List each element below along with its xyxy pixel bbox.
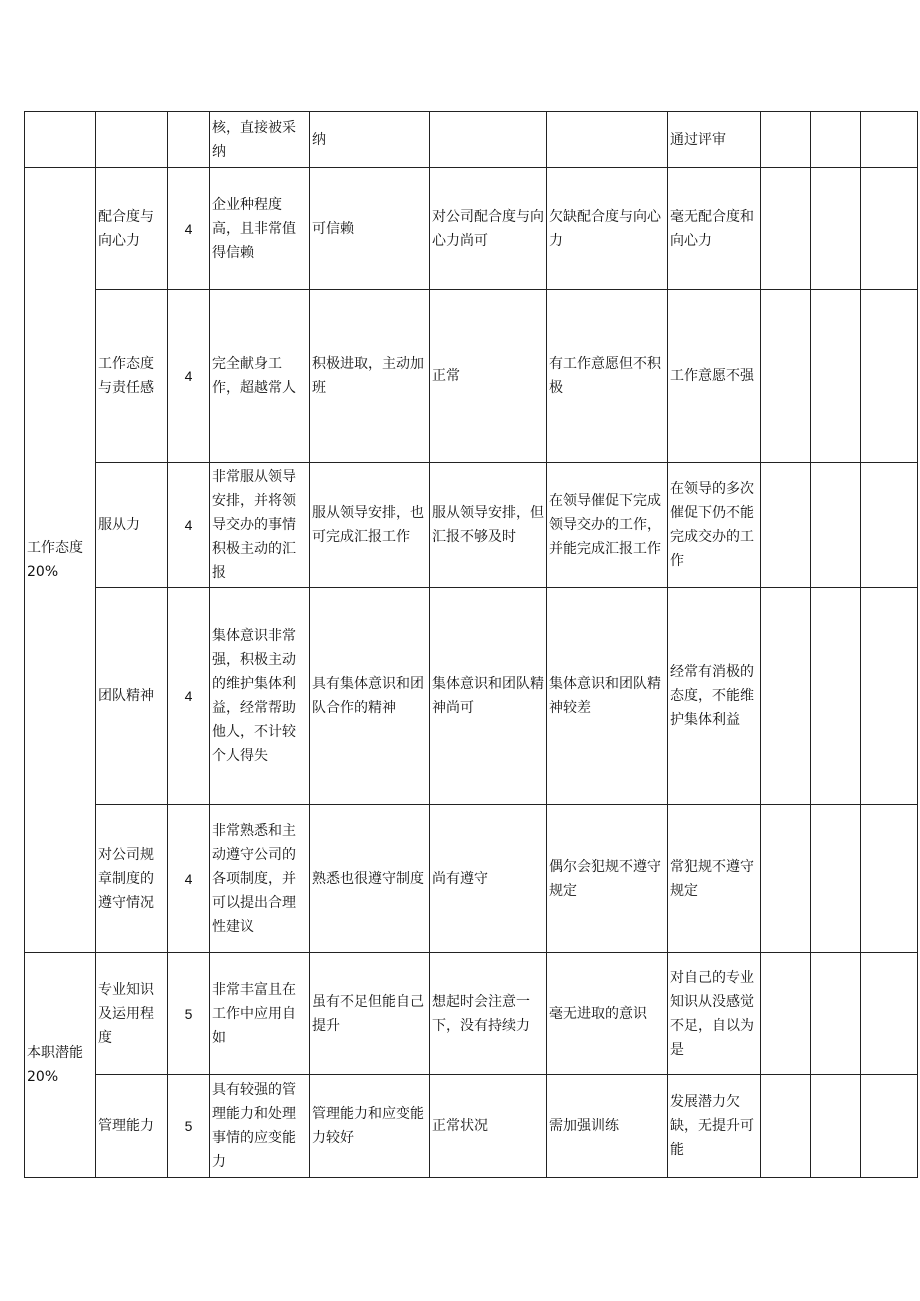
level4-cell: 欠缺配合度与向心力 (547, 168, 668, 290)
table-row (25, 588, 918, 805)
blank-cell (761, 290, 811, 463)
table-row (25, 168, 918, 290)
item-cell: 专业知识及运用程度 (96, 953, 168, 1075)
level3-cell: 正常状况 (430, 1075, 547, 1178)
blank-cell (761, 953, 811, 1075)
score-cell: 5 (168, 1075, 210, 1178)
level2-cell: 积极进取，主动加班 (310, 290, 430, 463)
blank-cell (861, 112, 918, 168)
score-cell: 4 (168, 168, 210, 290)
item-cell: 配合度与向心力 (96, 168, 168, 290)
blank-cell (861, 805, 918, 953)
score-cell: 4 (168, 588, 210, 805)
table-row (25, 805, 918, 953)
level1-cell: 非常熟悉和主动遵守公司的各项制度，并可以提出合理性建议 (210, 805, 310, 953)
level5-cell: 毫无配合度和向心力 (668, 168, 761, 290)
level3-cell: 想起时会注意一下，没有持续力 (430, 953, 547, 1075)
category-cell: 工作态度 20% (25, 168, 96, 953)
table-row (25, 112, 918, 168)
score-cell: 5 (168, 953, 210, 1075)
blank-cell (761, 588, 811, 805)
item-cell (96, 112, 168, 168)
blank-cell (811, 953, 861, 1075)
item-cell: 管理能力 (96, 1075, 168, 1178)
score-cell: 4 (168, 805, 210, 953)
blank-cell (811, 805, 861, 953)
blank-cell (861, 588, 918, 805)
level1-cell: 完全献身工作，超越常人 (210, 290, 310, 463)
blank-cell (861, 290, 918, 463)
evaluation-table (24, 111, 918, 1178)
item-cell: 工作态度与责任感 (96, 290, 168, 463)
level1-cell: 集体意识非常强，积极主动的维护集体利益，经常帮助他人，不计较个人得失 (210, 588, 310, 805)
blank-cell (811, 1075, 861, 1178)
score-cell: 4 (168, 463, 210, 588)
blank-cell (761, 168, 811, 290)
category-cell: 本职潜能 20% (25, 953, 96, 1178)
level2-cell: 管理能力和应变能力较好 (310, 1075, 430, 1178)
level4-cell: 需加强训练 (547, 1075, 668, 1178)
level1-cell: 具有较强的管理能力和处理事情的应变能力 (210, 1075, 310, 1178)
table-row (25, 463, 918, 588)
level5-cell: 通过评审 (668, 112, 761, 168)
level3-cell: 集体意识和团队精神尚可 (430, 588, 547, 805)
level5-cell: 常犯规不遵守规定 (668, 805, 761, 953)
table-row (25, 290, 918, 463)
level2-cell: 熟悉也很遵守制度 (310, 805, 430, 953)
level4-cell: 在领导催促下完成领导交办的工作，并能完成汇报工作 (547, 463, 668, 588)
level1-cell: 非常丰富且在工作中应用自如 (210, 953, 310, 1075)
level4-cell: 集体意识和团队精神较差 (547, 588, 668, 805)
level2-cell: 虽有不足但能自己提升 (310, 953, 430, 1075)
table-row (25, 1075, 918, 1178)
level1-cell: 核，直接被采纳 (210, 112, 310, 168)
level2-cell: 纳 (310, 112, 430, 168)
blank-cell (811, 168, 861, 290)
blank-cell (761, 805, 811, 953)
blank-cell (811, 463, 861, 588)
level3-cell: 正常 (430, 290, 547, 463)
level3-cell: 服从领导安排，但汇报不够及时 (430, 463, 547, 588)
score-cell (168, 112, 210, 168)
blank-cell (761, 1075, 811, 1178)
level5-cell: 对自己的专业知识从没感觉不足，自以为是 (668, 953, 761, 1075)
level5-cell: 发展潜力欠缺，无提升可能 (668, 1075, 761, 1178)
level5-cell: 在领导的多次催促下仍不能完成交办的工作 (668, 463, 761, 588)
level2-cell: 服从领导安排，也可完成汇报工作 (310, 463, 430, 588)
level3-cell (430, 112, 547, 168)
blank-cell (861, 463, 918, 588)
category-cell (25, 112, 96, 168)
item-cell: 对公司规章制度的遵守情况 (96, 805, 168, 953)
level4-cell (547, 112, 668, 168)
blank-cell (761, 463, 811, 588)
blank-cell (811, 588, 861, 805)
level2-cell: 可信赖 (310, 168, 430, 290)
level4-cell: 有工作意愿但不积极 (547, 290, 668, 463)
level1-cell: 企业种程度高，且非常值得信赖 (210, 168, 310, 290)
blank-cell (811, 112, 861, 168)
blank-cell (861, 168, 918, 290)
table-row (25, 953, 918, 1075)
level3-cell: 对公司配合度与向心力尚可 (430, 168, 547, 290)
level4-cell: 毫无进取的意识 (547, 953, 668, 1075)
score-cell: 4 (168, 290, 210, 463)
level3-cell: 尚有遵守 (430, 805, 547, 953)
level5-cell: 工作意愿不强 (668, 290, 761, 463)
blank-cell (811, 290, 861, 463)
blank-cell (861, 953, 918, 1075)
item-cell: 团队精神 (96, 588, 168, 805)
level5-cell: 经常有消极的态度，不能维护集体利益 (668, 588, 761, 805)
level1-cell: 非常服从领导安排，并将领导交办的事情积极主动的汇报 (210, 463, 310, 588)
level4-cell: 偶尔会犯规不遵守规定 (547, 805, 668, 953)
level2-cell: 具有集体意识和团队合作的精神 (310, 588, 430, 805)
blank-cell (861, 1075, 918, 1178)
blank-cell (761, 112, 811, 168)
item-cell: 服从力 (96, 463, 168, 588)
